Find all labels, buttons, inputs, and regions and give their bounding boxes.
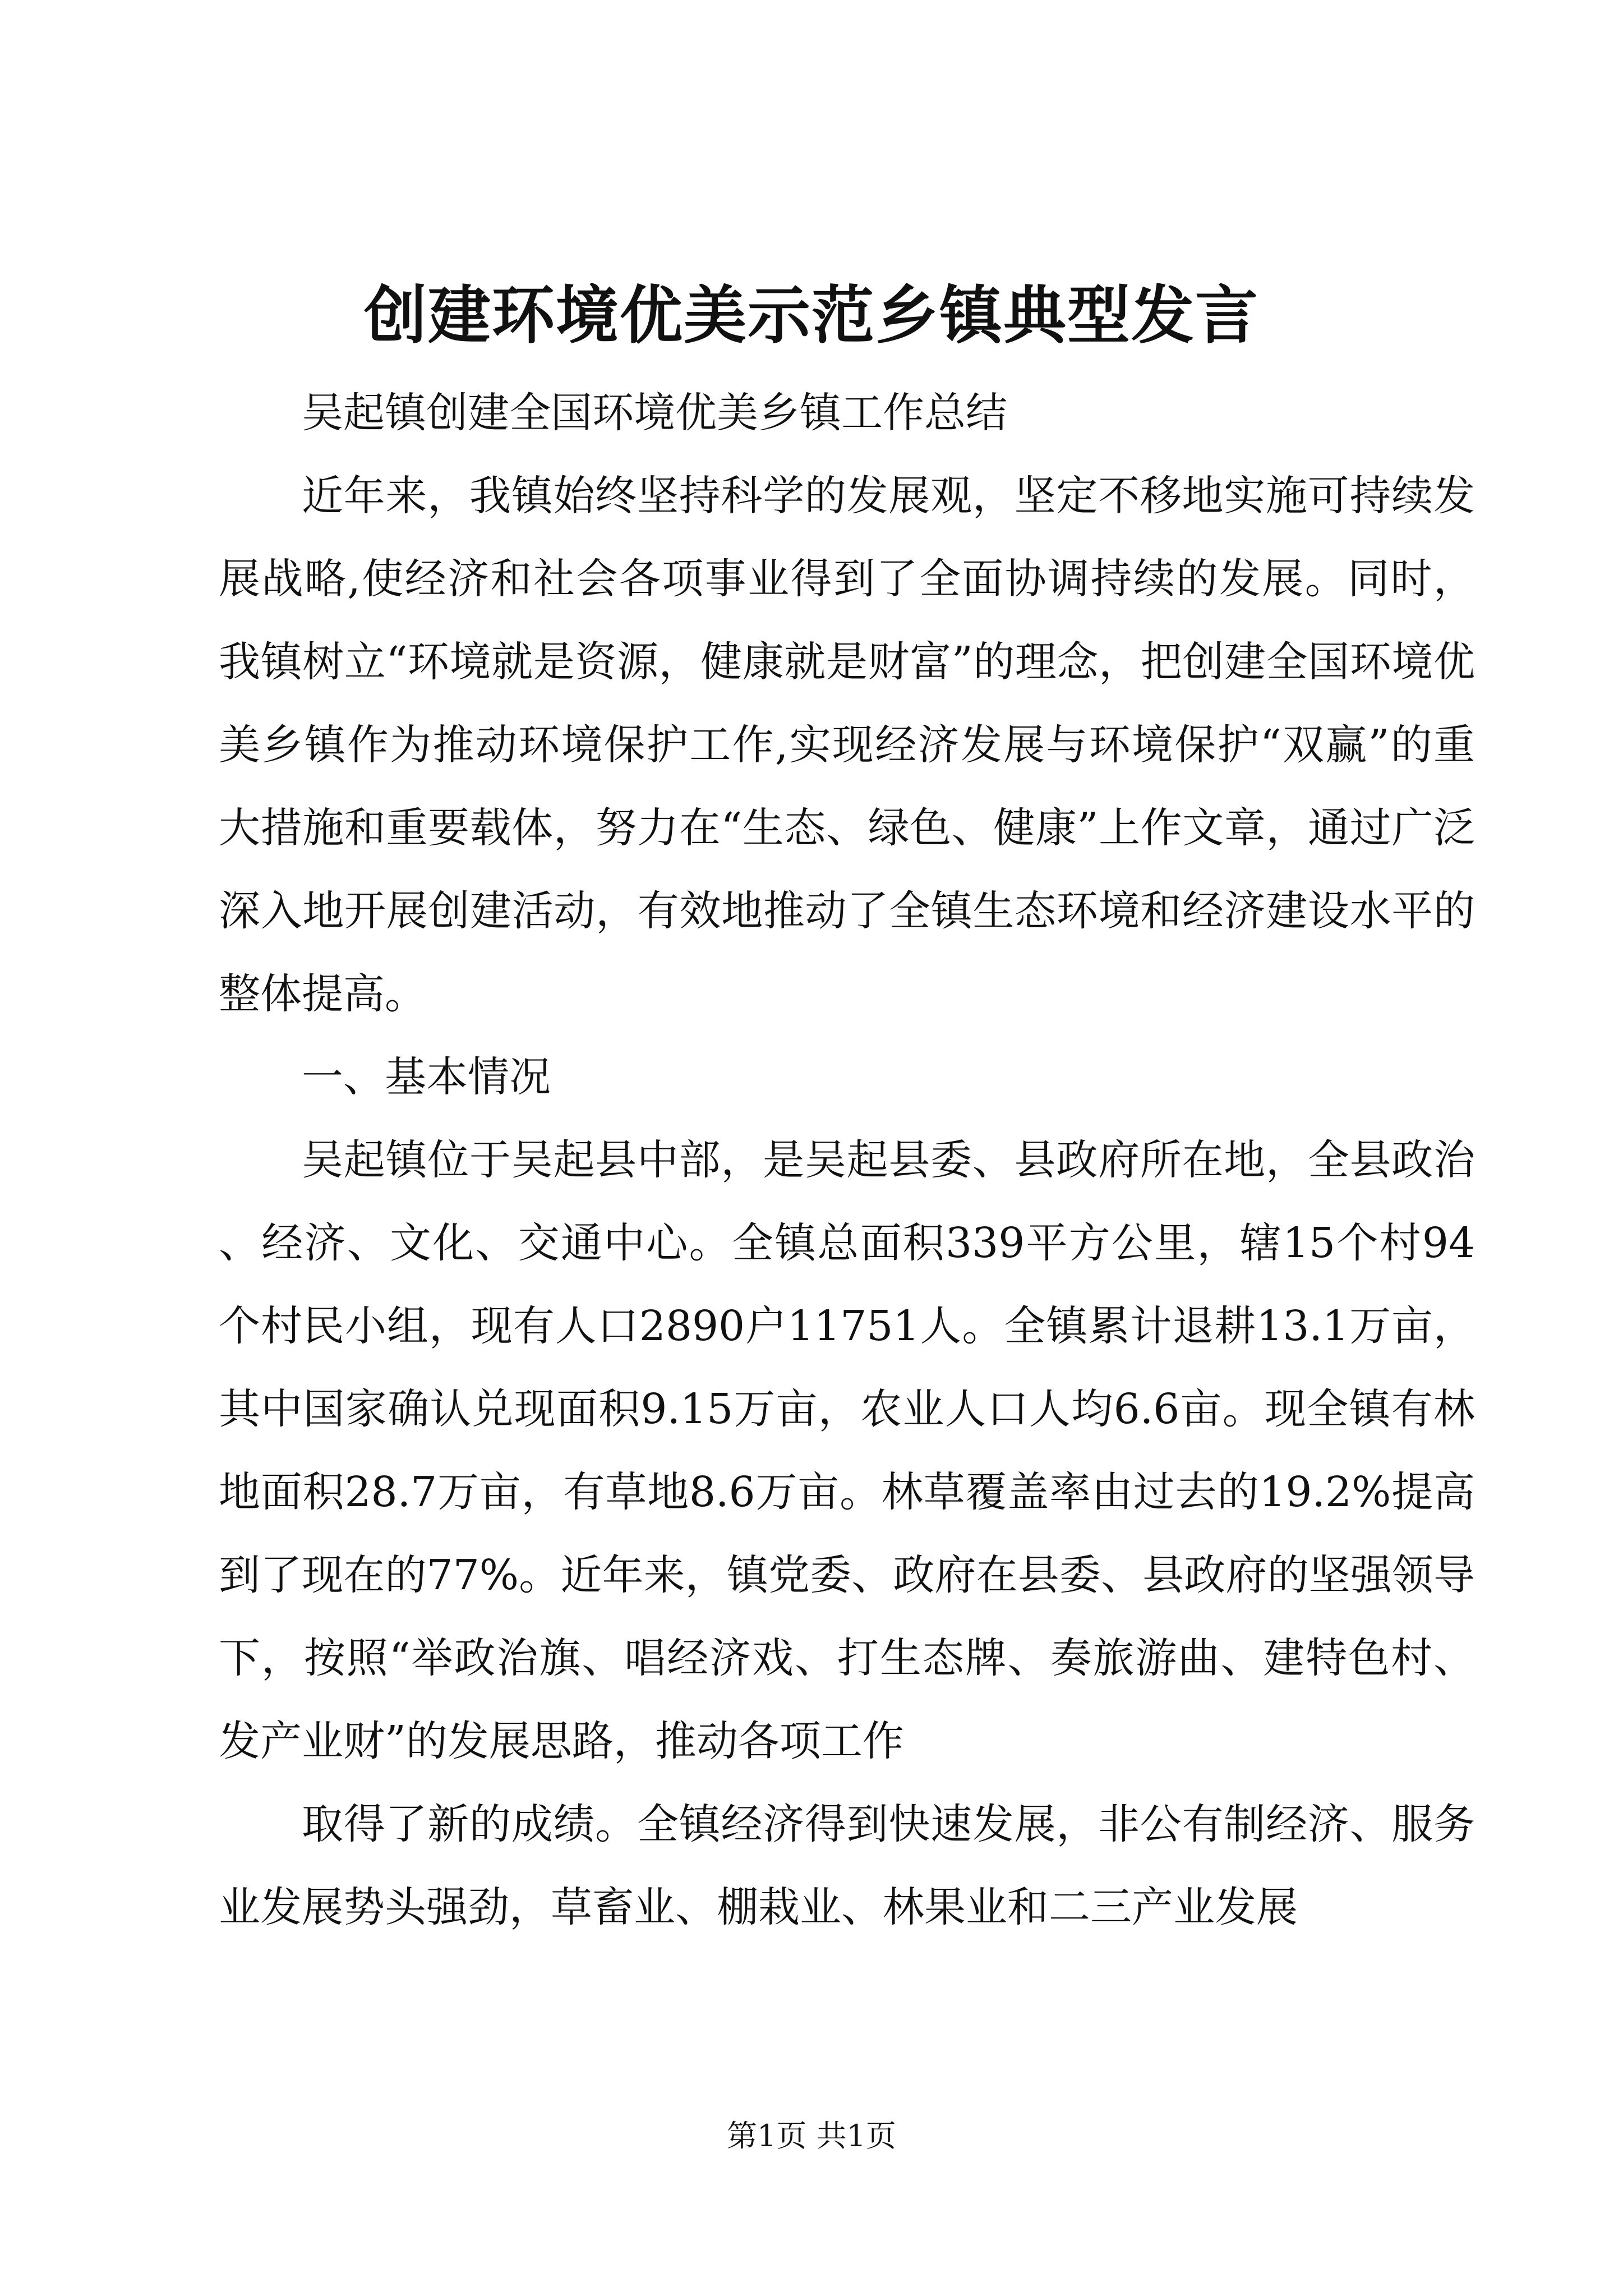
paragraph-subtitle: 吴起镇创建全国环境优美乡镇工作总结 — [302, 389, 1007, 437]
document-body — [219, 371, 1475, 1949]
document-title: 创建环境优美示范乡镇典型发言 — [364, 279, 1259, 352]
paragraph-achievements: 取得了新的成绩。全镇经济得到快速发展，非公有制经济、服务业发展势头强劲，草畜业、棚栽业、林果业和二三产业发展 — [219, 1800, 1475, 1931]
paragraph-basic-situation: 吴起镇位于吴起县中部，是吴起县委、县政府所在地，全县政治、经济、文化、交通中心。全镇总面积339平方公里，辖15个村94个村民小组，现有人口2890户11751人。全镇累计退耕13.1万亩，其中国家确认兑现面积9.15万亩，农业人口人均6.6亩。现全镇有林地面积28.7万亩，有草地8.6万亩。林草覆盖率由过去的19.2%提高到了现在的77%。近年来，镇党委、政府在县委、县政府的坚强领导下，按照“举政治旗、唱经济戏、打生态牌、奏旅游曲、建特色村、发产业财”的发展思路，推动各项工作 — [219, 1136, 1475, 1765]
section-heading-basic-situation: 一、基本情况 — [302, 1053, 551, 1101]
page-footer: 第1页 共1页 — [727, 2118, 896, 2154]
paragraph-intro: 近年来，我镇始终坚持科学的发展观，坚定不移地实施可持续发展战略,使经济和社会各项事业得到了全面协调持续的发展。同时，我镇树立“环境就是资源，健康就是财富”的理念，把创建全国环境优美乡镇作为推动环境保护工作,实现经济发展与环境保护“双赢”的重大措施和重要载体，努力在“生态、绿色、健康”上作文章，通过广泛深入地开展创建活动，有效地推动了全镇生态环境和经济建设水平的整体提高。 — [219, 472, 1475, 1018]
